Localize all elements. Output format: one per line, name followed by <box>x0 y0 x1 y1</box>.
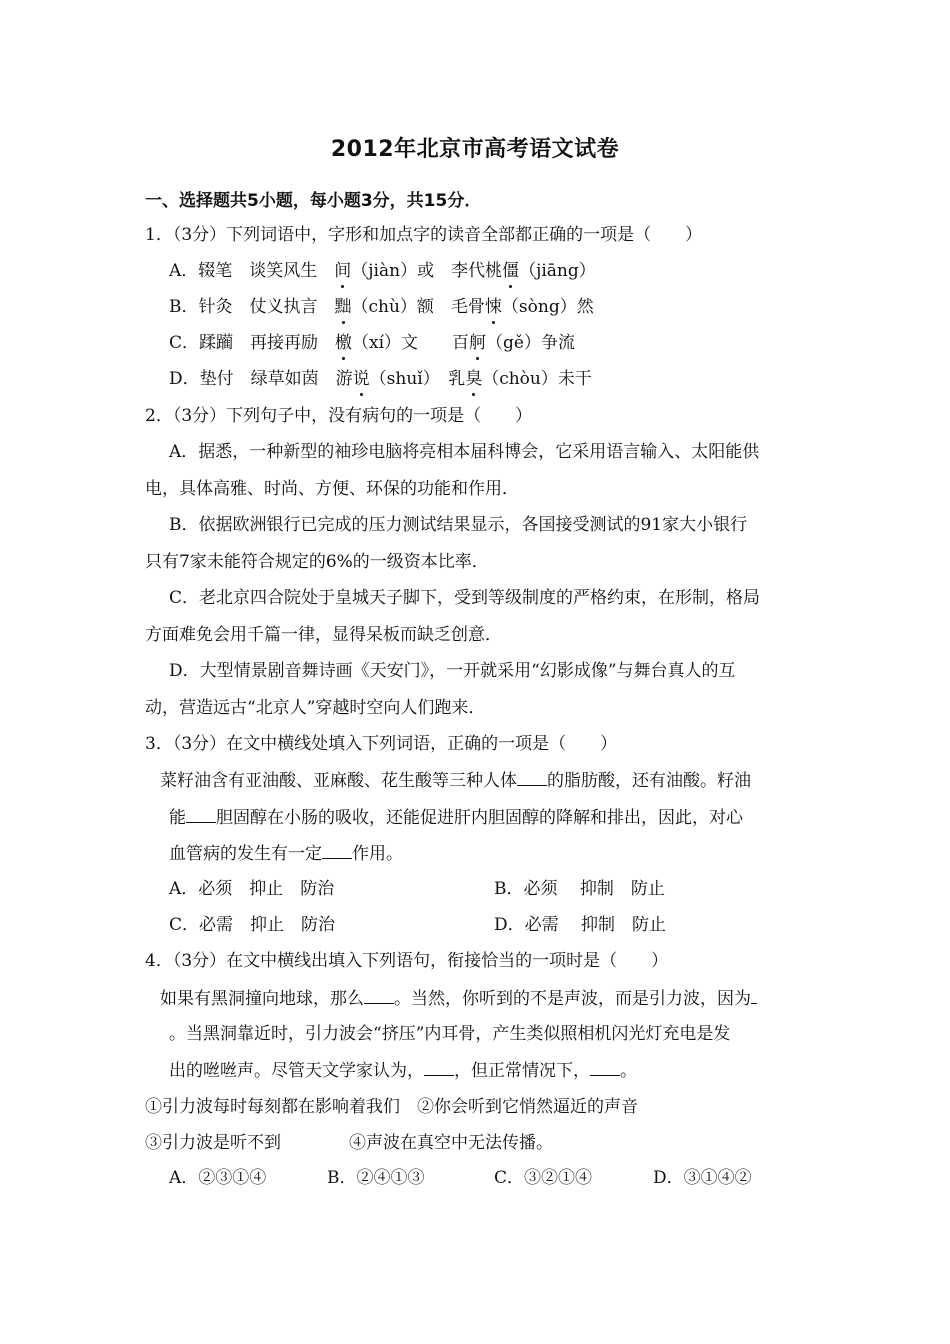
fill-blank <box>186 806 216 823</box>
question-4-passage-line3: 出的咝咝声。尽管天文学家认为， ，但正常情况下， 。 <box>169 1061 637 1081</box>
question-2-stem: 2．（3分）下列句子中，没有病句的一项是（ ） <box>145 406 533 426</box>
question-3-option-a: A．必须 抑止 防治 <box>169 879 335 899</box>
question-3-passage-line2: 能 胆固醇在小肠的吸收，还能促进肝内胆固醇的降解和排出，因此，对心 <box>169 808 743 828</box>
question-3-passage-line1: 菜籽油含有亚油酸、亚麻酸、花生酸等三种人体 的脂肪酸，还有油酸。籽油 <box>160 771 751 791</box>
dotted-char: 舸 <box>469 333 487 353</box>
question-3-option-c: C．必需 抑止 防治 <box>169 915 336 935</box>
question-4-passage-line2: 。当黑洞靠近时，引力波会“挤压”内耳骨，产生类似照相机闪光灯充电是发 <box>169 1024 731 1044</box>
dotted-char: 臭 <box>465 369 483 389</box>
fill-blank <box>364 987 394 1004</box>
question-4-option-a: A．②③①④ <box>169 1168 267 1188</box>
section-heading: 一、选择题共5小题，每小题3分，共15分． <box>145 191 482 211</box>
fill-blank <box>322 842 352 859</box>
question-3-passage-line3: 血管病的发生有一定 作用。 <box>169 844 403 864</box>
fill-blank <box>590 1059 620 1076</box>
question-4-option-b: B．②④①③ <box>327 1168 425 1188</box>
question-4-sentences-line2: ③引力波是听不到 ④声波在真空中无法传播。 <box>145 1133 553 1153</box>
question-1-option-d: D．垫付 绿草如茵 游说（shuǐ） 乳臭（chòu）未干 <box>169 369 592 389</box>
fill-blank <box>424 1059 454 1076</box>
question-2-option-c-line2: 方面难免会用千篇一律，显得呆板而缺乏创意． <box>145 625 502 645</box>
question-2-option-d-line1: D．大型情景剧音舞诗画《天安门》，一开就采用“幻影成像”与舞台真人的互 <box>169 661 736 681</box>
dotted-char: 黜 <box>334 297 352 317</box>
question-4-option-c: C．③②①④ <box>494 1168 593 1188</box>
question-2-option-d-line2: 动，营造远古“北京人”穿越时空向人们跑来． <box>145 698 486 718</box>
dotted-char: 说 <box>352 369 370 389</box>
question-2-option-a-line2: 电，具体高雅、时尚、方便、环保的功能和作用． <box>145 479 519 499</box>
question-1-option-a: A．辍笔 谈笑风生 间（jiàn）或 李代桃僵（jiāng） <box>169 261 596 281</box>
question-2-option-a-line1: A．据悉，一种新型的袖珍电脑将亮相本届科博会，它采用语言输入、太阳能供 <box>169 442 760 462</box>
dotted-char: 僵 <box>502 261 520 281</box>
question-2-option-c-line1: C．老北京四合院处于皇城天子脚下，受到等级制度的严格约束，在形制，格局 <box>169 588 761 608</box>
dotted-char: 悚 <box>484 297 502 317</box>
dotted-char: 间 <box>334 261 352 281</box>
exam-title: 2012年北京市高考语文试卷 <box>330 137 620 162</box>
question-2-option-b-line2: 只有7家未能符合规定的6%的一级资本比率． <box>145 552 489 572</box>
question-4-passage-line1: 如果有黑洞撞向地球，那么 。当然，你听到的不是声波，而是引力波，因为 <box>160 987 757 1010</box>
question-4-sentences-line1: ①引力波每时每刻都在影响着我们 ②你会听到它悄然逼近的声音 <box>145 1097 638 1117</box>
question-3-option-b: B．必须 抑制 防止 <box>494 879 665 899</box>
fill-blank <box>517 769 547 786</box>
question-1-option-b: B．针灸 仗义执言 黜（chù）额 毛骨悚（sòng）然 <box>169 297 594 317</box>
question-4-option-d: D．③①④② <box>653 1168 752 1188</box>
question-1-stem: 1．（3分）下列词语中，字形和加点字的读音全部都正确的一项是（ ） <box>145 225 703 245</box>
fill-blank <box>751 987 757 1004</box>
dotted-char: 檄 <box>335 333 353 353</box>
question-3-option-d: D．必需 抑制 防止 <box>494 915 667 935</box>
question-3-stem: 3．（3分）在文中横线处填入下列词语，正确的一项是（ ） <box>145 734 618 754</box>
question-1-option-c: C．蹂躏 再接再励 檄（xí）文 百舸（gě）争流 <box>169 333 575 353</box>
question-4-stem: 4．（3分）在文中横线出填入下列语句，衔接恰当的一项时是（ ） <box>145 951 669 971</box>
question-2-option-b-line1: B．依据欧洲银行已完成的压力测试结果显示，各国接受测试的91家大小银行 <box>169 515 748 535</box>
